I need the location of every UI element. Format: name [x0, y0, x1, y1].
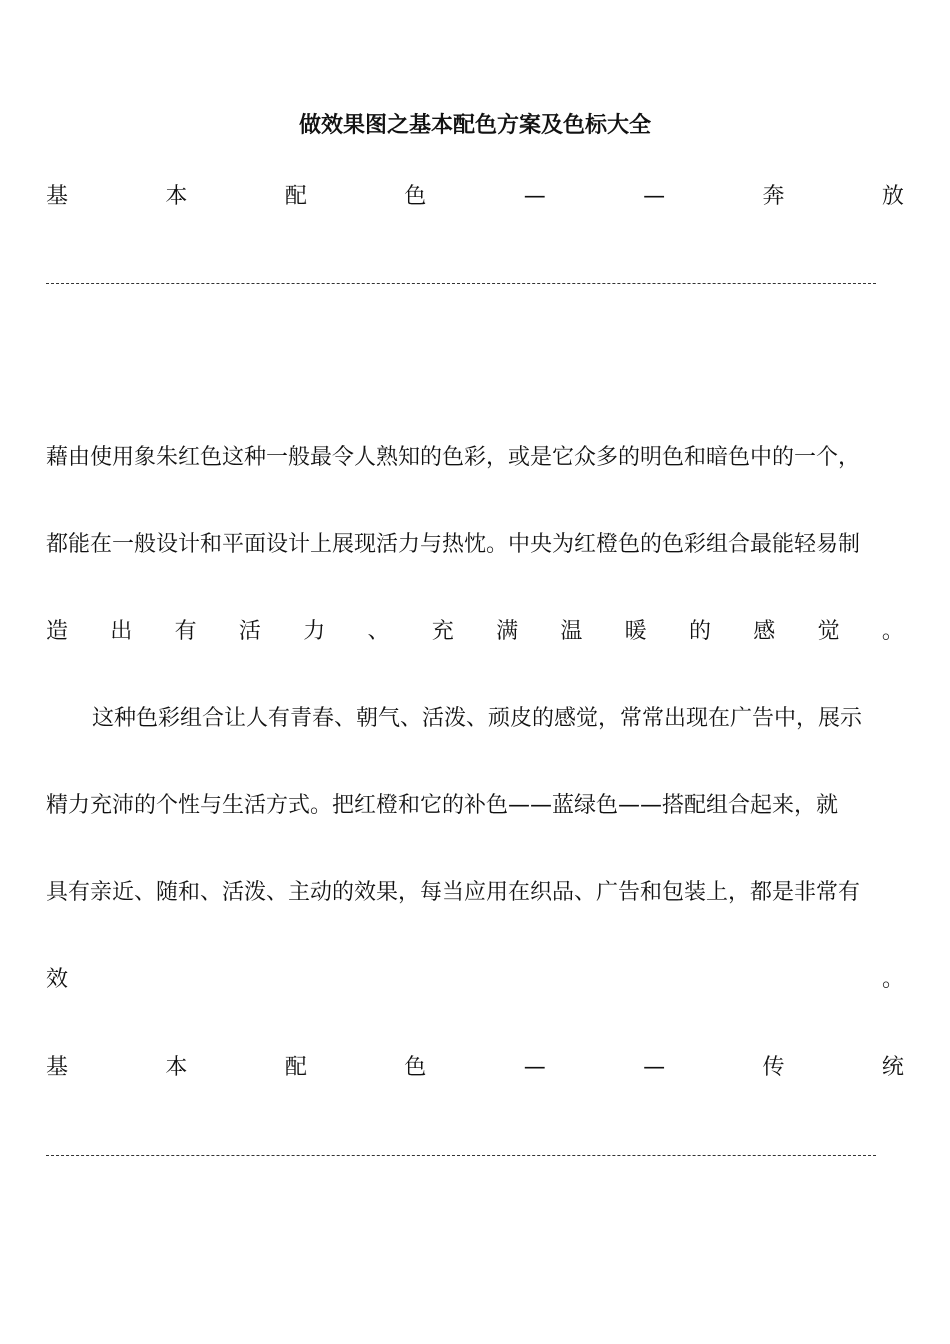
text-char: 出: [110, 619, 133, 644]
heading-char: —: [523, 1055, 546, 1080]
heading-char: 色: [404, 1055, 427, 1080]
heading-char: —: [523, 184, 546, 209]
paragraph-2-line-4: [46, 965, 904, 995]
paragraph-1-line-3: [46, 617, 904, 647]
text-char: 满: [496, 619, 519, 644]
heading-char: 奔: [762, 184, 785, 209]
text-char: 、: [367, 619, 390, 644]
text-char: 。: [881, 619, 904, 644]
heading-char: 基: [46, 184, 69, 209]
text-char: 效: [46, 967, 69, 992]
text-char: 温: [560, 619, 583, 644]
heading-char: 统: [881, 1055, 904, 1080]
paragraph-2-line-3: 具有亲近、随和、活泼、主动的效果，每当应用在织品、广告和包装上，都是非常有: [46, 880, 861, 905]
dashed-divider-1: [46, 283, 876, 284]
heading-char: 传: [762, 1055, 785, 1080]
text-char: 有: [174, 619, 197, 644]
heading-char: 本: [165, 184, 188, 209]
heading-char: 本: [165, 1055, 188, 1080]
text-char: 造: [46, 619, 69, 644]
text-char: 感: [753, 619, 776, 644]
paragraph-1-line-2: 都能在一般设计和平面设计上展现活力与热忱。中央为红橙色的色彩组合最能轻易制: [46, 532, 861, 557]
heading-char: 配: [284, 1055, 307, 1080]
paragraph-1-line-1: 藉由使用象朱红色这种一般最令人熟知的色彩，或是它众多的明色和暗色中的一个，: [46, 445, 861, 470]
dashed-divider-2: [46, 1155, 876, 1156]
heading-char: 基: [46, 1055, 69, 1080]
document-title: 做效果图之基本配色方案及色标大全: [298, 113, 651, 138]
text-char: 暖: [624, 619, 647, 644]
heading-char: —: [643, 1055, 666, 1080]
section-heading-2: [46, 1053, 904, 1083]
heading-char: 色: [404, 184, 427, 209]
text-char: 活: [238, 619, 261, 644]
text-char: 觉: [817, 619, 840, 644]
heading-char: 放: [881, 184, 904, 209]
paragraph-2-line-2: 精力充沛的个性与生活方式。把红橙和它的补色——蓝绿色——搭配组合起来，就: [46, 793, 839, 818]
section-heading-1: [46, 182, 904, 212]
heading-char: —: [643, 184, 666, 209]
text-char: 充: [431, 619, 454, 644]
text-char: 力: [303, 619, 326, 644]
heading-char: 配: [284, 184, 307, 209]
text-char: 的: [688, 619, 711, 644]
paragraph-2-line-1: 这种色彩组合让人有青春、朝气、活泼、顽皮的感觉，常常出现在广告中，展示: [92, 706, 863, 731]
text-char: 。: [881, 967, 904, 992]
